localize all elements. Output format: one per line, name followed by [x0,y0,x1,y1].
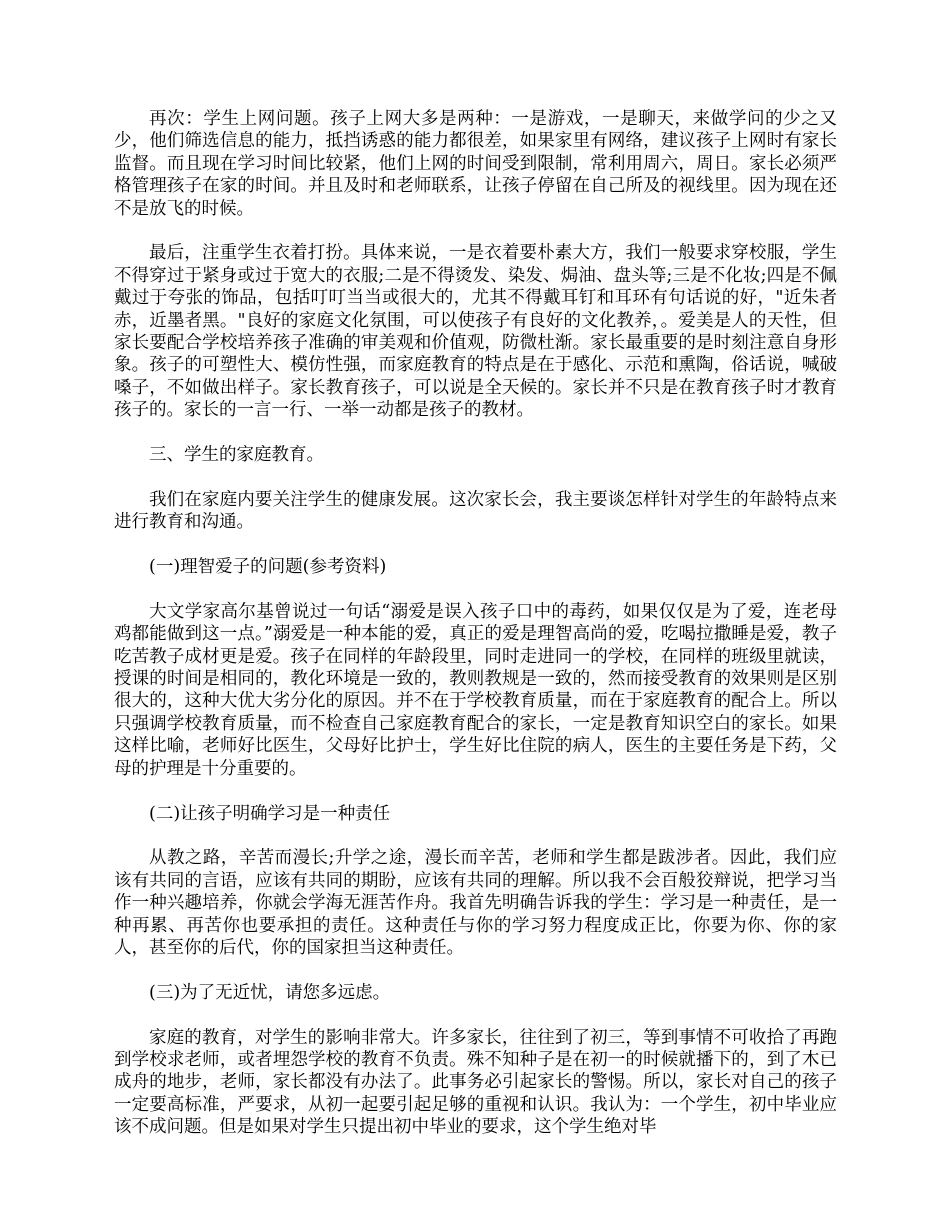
paragraph-long-term-planning: 家庭的教育，对学生的影响非常大。许多家长，往往到了初三，等到事情不可收拾了再跑到学校求老师，或者埋怨学校的教育不负责。殊不知种子是在初一的时候就播下的，到了木已成舟的地步，老师，家长都没有办法了。此事务必引起家长的警惕。所以，家长对自己的孩子一定要高标准，严要求，从初一起要引起足够的重视和认识。我认为：一个学生，初中毕业应该不成问题。但是如果对学生只提出初中毕业的要求，这个学生绝对毕 [114,1027,837,1138]
subheading-rational-love: (一)理智爱子的问题(参考资料) [149,557,387,578]
section-heading-family-education: 三、学生的家庭教育。 [149,445,324,466]
subheading-learning-responsibility: (二)让孩子明确学习是一种责任 [149,803,391,824]
paragraph-internet-use: 再次：学生上网问题。孩子上网大多是两种：一是游戏，一是聊天，来做学问的少之又少，他们筛选信息的能力，抵挡诱惑的能力都很差，如果家里有网络，建议孩子上网时有家长监督。而且现在学习时间比较紧，他们上网的时间受到限制，常利用周六，周日。家长必须严格管理孩子在家的时间。并且及时和老师联系，让孩子停留在自己所及的视线里。因为现在还不是放飞的时候。 [114,109,837,219]
document-page [114,108,837,1139]
subheading-long-term-planning: (三)为了无近忧，请您多远虑。 [149,982,391,1003]
paragraph-family-intro: 我们在家庭内要关注学生的健康发展。这次家长会，我主要谈怎样针对学生的年龄特点来进行教育和沟通。 [114,489,837,533]
paragraph-dress-code: 最后，注重学生衣着打扮。具体来说，一是衣着要朴素大方，我们一般要求穿校服，学生不得穿过于紧身或过于宽大的衣服;二是不得烫发、染发、焗油、盘头等;三是不化妆;四是不佩戴过于夸张的饰品，包括叮叮当当或很大的，尤其不得戴耳钉和耳环有句话说的好，"近朱者赤，近墨者黑。"良好的家庭文化氛围，可以使孩子有良好的文化教养，。爱美是人的天性，但家长要配合学校培养孩子准确的审美观和价值观，防微杜渐。家长最重要的是时刻注意自身形象。孩子的可塑性大、模仿性强，而家庭教育的特点是在于感化、示范和熏陶，俗话说，喊破嗓子，不如做出样子。家长教育孩子，可以说是全天候的。家长并不只是在教育孩子时才教育孩子的。家长的一言一行、一举一动都是孩子的教材。 [114,243,837,421]
paragraph-rational-love: 大文学家高尔基曾说过一句话“溺爱是误入孩子口中的毒药，如果仅仅是为了爱，连老母鸡都能做到这一点。”溺爱是一种本能的爱，真正的爱是理智高尚的爱，吃喝拉撒睡是爱，教子吃苦教子成材更是爱。孩子在同样的年龄段里，同时走进同一的学校，在同样的班级里就读，授课的时间是相同的，教化环境是一致的，教则教规是一致的，然而接受教育的效果则是区别很大的，这种大优大劣分化的原因。并不在于学校教育质量，而在于家庭教育的配合上。所以只强调学校教育质量，而不检查自己家庭教育配合的家长，一定是教育知识空白的家长。如果这样比喻，老师好比医生，父母好比护士，学生好比住院的病人，医生的主要任务是下药，父母的护理是十分重要的。 [114,601,837,779]
paragraph-learning-responsibility: 从教之路，辛苦而漫长;升学之途，漫长而辛苦，老师和学生都是跋涉者。因此，我们应该有共同的言语，应该有共同的期盼，应该有共同的理解。所以我不会百般狡辩说，把学习当作一种兴趣培养，你就会学海无涯苦作舟。我首先明确告诉我的学生：学习是一种责任，是一种再累、再苦你也要承担的责任。这种责任与你的学习努力程度成正比，你要为你、你的家人，甚至你的后代，你的国家担当这种责任。 [114,848,837,958]
